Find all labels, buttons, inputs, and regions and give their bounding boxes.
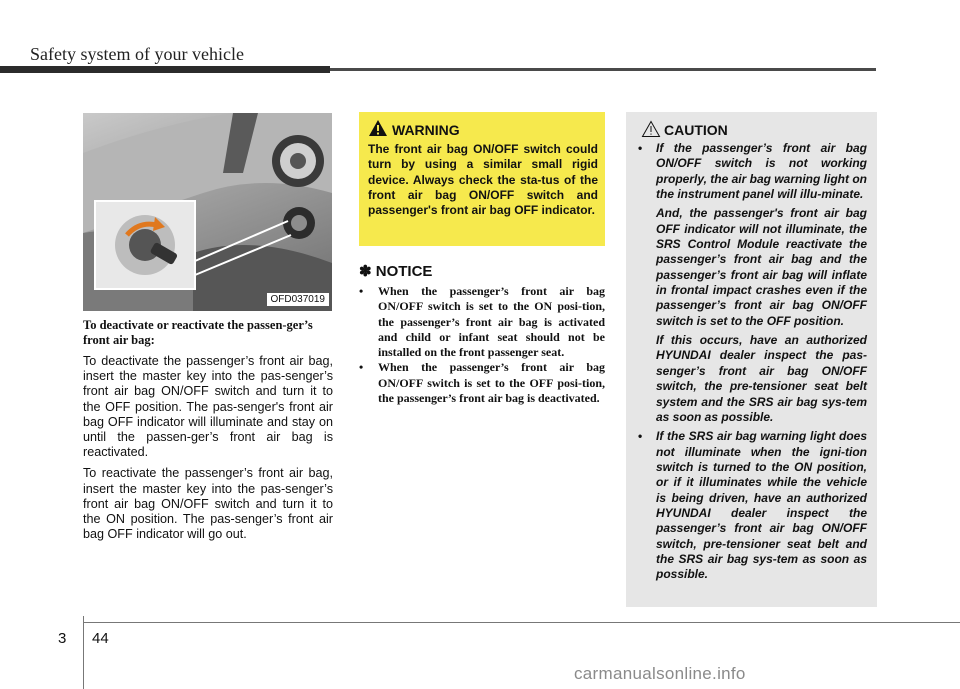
notice-list	[359, 284, 605, 406]
notice-title	[359, 262, 605, 280]
notice-section	[359, 262, 605, 406]
caution-triangle-icon	[641, 120, 661, 138]
figure-code: OFD037019	[267, 293, 329, 306]
header-rule-accent	[0, 66, 330, 73]
reactivate-paragraph: To reactivate the passenger’s front air bag, insert the master key into the pas-senger’s front air bag ON/OFF switch and turn it to the ON position. The pas-senger’s front air bag OFF indicator will go out.	[83, 466, 333, 542]
notice-item-text: When the passenger’s front air bag ON/OFF switch is set to the OFF posi-tion, the passenger’s front air bag is deactivated.	[378, 360, 605, 406]
caution-item-paragraph: And, the passenger's front air bag OFF indicator will not illuminate, the SRS Control Module reactivate the passenger’s front air bag and the passenger’s front air bag will inflate in frontal impact crashes even if the passenger’s front air bag ON/OFF switch is set to the OFF position.	[656, 206, 867, 328]
instructions-subheading: To deactivate or reactivate the passen-ger’s front air bag:	[83, 318, 313, 347]
warning-body: The front air bag ON/OFF switch could turn by using a similar small rigid device. Always check the sta-tus of the front air bag ON/OFF switch and passenger's front air bag OFF indicator.	[368, 142, 598, 218]
warning-triangle-icon	[368, 119, 388, 137]
caution-box	[626, 112, 877, 607]
deactivate-paragraph: To deactivate the passenger’s front air bag, insert the master key into the pas-senger’s front air bag ON/OFF switch and turn it to the OFF position. The pas-senger's front air bag OFF indicator will illuminate and stay on until the passen-ger’s front air bag is reactivated.	[83, 354, 333, 460]
notice-item	[359, 284, 605, 360]
watermark: carmanualsonline.info	[574, 664, 746, 683]
caution-item-paragraph: If the SRS air bag warning light does not illuminate when the igni-tion switch is turned to the ON position, or if it illuminates while the vehicle is being driven, have an authorized HYUNDAI dealer inspect the passenger’s front air bag ON/OFF switch, pre-tensioner seat belt and the SRS air bag sys-tem as soon as possible.	[656, 429, 867, 582]
notice-symbol-icon: ✽	[359, 263, 372, 280]
notice-item-text: When the passenger’s front air bag ON/OFF switch is set to the ON posi-tion, the passenger’s front air bag is activated and child or infant seat should not be installed on the front passenger seat.	[378, 284, 605, 360]
bullet: •	[638, 141, 643, 155]
footer-rule	[83, 622, 960, 623]
page-number: 44	[92, 630, 109, 647]
airbag-switch-photo	[83, 113, 332, 311]
warning-title	[392, 122, 598, 138]
caution-list	[636, 141, 867, 583]
photo-illustration	[83, 113, 332, 311]
chapter-number: 3	[58, 630, 67, 647]
instructions-column	[83, 318, 333, 548]
caution-title	[664, 122, 867, 138]
bullet: •	[359, 284, 364, 298]
bullet: •	[359, 360, 364, 375]
caution-item-paragraph: If this occurs, have an authorized HYUNDAI dealer inspect the pas-senger’s front air bag ON/OFF switch, the pre-tensioner seat belt system and the SRS air bag sys-tem as soon as possible.	[656, 333, 867, 424]
notice-item	[359, 360, 605, 406]
section-title: Safety system of your vehicle	[30, 44, 244, 64]
caution-item	[636, 141, 867, 425]
footer-divider	[83, 616, 84, 689]
warning-box	[359, 112, 605, 246]
bullet: •	[638, 429, 643, 444]
warning-title-text: WARNING	[392, 122, 460, 138]
notice-title-text: NOTICE	[375, 263, 433, 280]
caution-item	[636, 429, 867, 582]
caution-title-text: CAUTION	[664, 122, 728, 138]
caution-item-paragraph: If the passenger’s front air bag ON/OFF switch is not working properly, the air bag warning light on the instrument panel will illu-minate.	[656, 141, 867, 202]
